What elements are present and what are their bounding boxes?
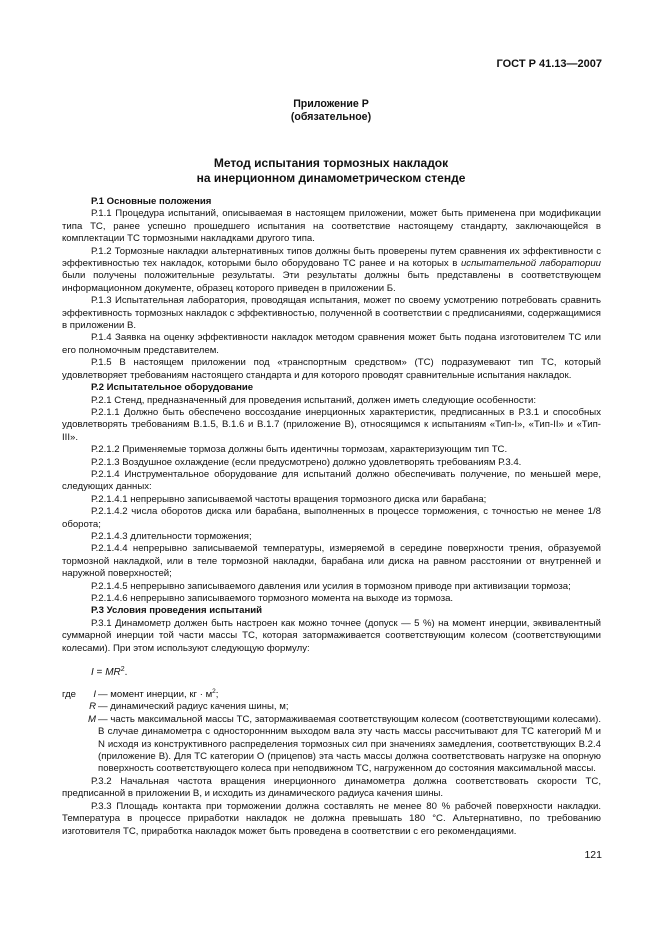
paragraph-p2-1-4-2: Р.2.1.4.2 числа оборотов диска или барабана, выполненных в процессе торможения, с точностью не менее 1/8 оборота; (62, 506, 601, 530)
definition-text-i-exponent: 2 (212, 688, 216, 696)
paragraph-p2-1-4-3: Р.2.1.4.3 длительности торможения; (91, 530, 252, 542)
definition-row-i (62, 689, 601, 701)
definition-symbol-r: R (89, 701, 96, 713)
document-code: ГОСТ Р 41.13—2007 (496, 58, 602, 70)
page-number: 121 (584, 849, 602, 861)
page-title (0, 156, 662, 185)
appendix-name: Приложение Р (293, 98, 369, 110)
formula-tail: . (124, 667, 128, 679)
formula-definitions (62, 689, 601, 776)
paragraph-p1-2-italic: испытательной лаборатории (460, 258, 601, 270)
paragraph-p2-1-4: Р.2.1.4 Инструментальное оборудование для испытаний должно обеспечивать получение, по меньшей мере, следующих данных: (62, 468, 601, 493)
paragraph-p2-1-1: Р.2.1.1 Должно быть обеспечено воссоздание инерционных характеристик, предписанных в Р.3.1 и способных удовлетворять требованиям В.1.5, В.1.6 и В.1.7 (приложение В), относящимся к испытаниям «Тип-I», «Тип-II» и «Тип-III». (62, 406, 601, 443)
paragraph-p2-1-3: Р.2.1.3 Воздушное охлаждение (если предусмотрено) должно удовлетворять требованиям Р.3.4. (91, 456, 522, 468)
paragraph-p1-2-text-b: были получены положительные результаты. Эти результаты должны быть представлены в соответствующем информационном документе, образец которого приведен в приложении Б. (62, 270, 601, 294)
formula (62, 666, 601, 679)
paragraph-p1-5: Р.1.5 В настоящем приложении под «транспортным средством» (ТС) подразумевают тип ТС, который удовлетворяет требованиям настоящего стандарта и для которого проводят сравнительные испытания накладок. (62, 357, 601, 381)
formula-lhs: I (91, 667, 94, 679)
paragraph-p2-1-4-5: Р.2.1.4.5 непрерывно записываемого давления или усилия в тормозном приводе при активизации тормоза; (91, 580, 571, 592)
formula-equals: = (93, 667, 106, 679)
paragraph-p2-1-2: Р.2.1.2 Применяемые тормоза должны быть идентичны тормозам, характеризующим тип ТС. (91, 444, 508, 456)
definition-row-r (62, 701, 601, 713)
paragraph-p3-3: Р.3.3 Площадь контакта при торможении должна составлять не менее 80 % рабочей поверхности накладки. Температура в процессе приработки накладок не должна превышать 180 °С. Альтернативно, по требованию изготовителя ТС, приработка накладок может быть проведена в соответствии с его рекомендациями. (62, 800, 601, 837)
definition-text-i-end: ; (215, 689, 219, 701)
definition-text-r: — динамический радиус качения шины, м; (98, 701, 289, 713)
appendix-status: (обязательное) (290, 111, 372, 123)
paragraph-p1-4: Р.1.4 Заявка на оценку эффективности накладок методом сравнения может быть подана изготовителем ТС или его полномочным представителем. (62, 332, 601, 356)
document-body (62, 196, 601, 838)
title-line-1: Метод испытания тормозных накладок (213, 156, 449, 170)
paragraph-p1-1: Р.1.1 Процедура испытаний, описываемая в настоящем приложении, может быть применена при модификации типа ТС, ранее успешно прошедшего испытания на соответствие настоящему стандарту, заключающейся в комплектации ТС тормозными накладками другого типа. (62, 208, 601, 245)
section-heading-p1: Р.1 Основные положения (91, 196, 212, 207)
formula-rhs: MR (105, 667, 121, 679)
paragraph-p3-2: Р.3.2 Начальная частота вращения инерционного динамометра должна соответствовать скорости ТС, предписанной в приложении В, и исходить из динамического радиуса качения шины. (62, 775, 601, 800)
paragraph-p2-1-4-6: Р.2.1.4.6 непрерывно записываемого тормозного момента на выходе из тормоза. (91, 593, 454, 604)
definition-symbol-m: M (88, 713, 96, 725)
paragraph-p1-3: Р.1.3 Испытательная лаборатория, проводящая испытания, может по своему усмотрению потребовать сравнить эффективность тормозных накладок с эффективностью, полученной в соответствии с предписаниями, содержащимися в приложении В. (62, 295, 601, 332)
section-heading-p2: Р.2 Испытательное оборудование (91, 382, 254, 394)
definition-where: где (62, 689, 77, 701)
paragraph-p2-1: Р.2.1 Стенд, предназначенный для проведения испытаний, должен иметь следующие особенности: (91, 394, 537, 406)
definition-row-m (62, 714, 601, 776)
paragraph-p1-2-text-a: Р.1.2 Тормозные накладки альтернативных типов должны быть проверены путем сравнения их эффективности с эффективностью тех накладок, которыми было оборудовано ТС ранее и на которых в (62, 245, 601, 270)
definition-text-i (98, 689, 601, 701)
paragraph-p3-1: Р.3.1 Динамометр должен быть настроен как можно точнее (допуск — 5 %) на момент инерции, эквивалентный суммарной инерции той части массы ТС, которая затормаживается соответствующим колесом (соответствующими колесами). При этом используют следующую формулу: (62, 617, 601, 654)
title-line-2: на инерционном динамометрическом стенде (196, 170, 466, 185)
definition-symbol-i: I (93, 689, 96, 701)
appendix-heading (0, 98, 662, 124)
definition-text-i-main: — момент инерции, кг · м (98, 689, 213, 701)
paragraph-p1-2 (62, 246, 601, 296)
section-heading-p3: Р.3 Условия проведения испытаний (91, 605, 263, 617)
definition-text-m: — часть максимальной массы ТС, затормаживаемая соответствующим колесом (соответствующими колесами). В случае динамометра с одностороннним выходом вала эту часть массы рассчитывают для ТС категорий М и N исходя из конструктивного распределения тормозных сил при значениях замедления, соответствующих В.2.4 (приложение В). Для ТС категории О (прицепов) эта часть массы должна соответствовать нагрузке на опорную поверхность соответствующего колеса при неподвижном ТС, нагруженном до состояния максимальной массы. (98, 713, 601, 775)
formula-exponent: 2 (120, 666, 125, 674)
paragraph-p2-1-4-1: Р.2.1.4.1 непрерывно записываемой частоты вращения тормозного диска или барабана; (91, 493, 487, 505)
paragraph-p2-1-4-4: Р.2.1.4.4 непрерывно записываемой температуры, измеряемой в середине поверхности трения, образуемой тормозной накладкой, или в теле тормозной накладки, барабана или диска на равном расстоянии от внутренней и наружной поверхностей; (62, 543, 601, 580)
